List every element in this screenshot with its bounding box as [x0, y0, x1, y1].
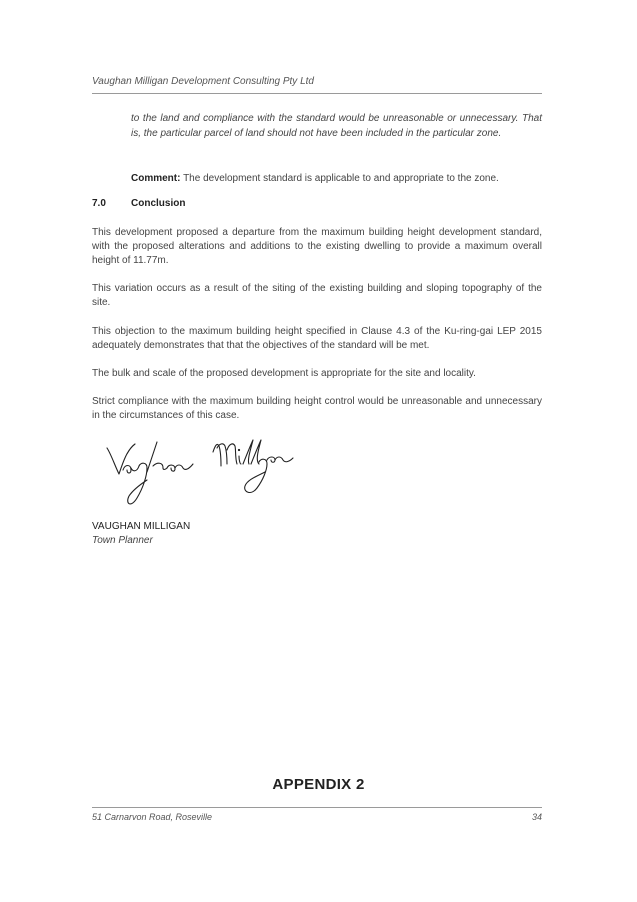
- section-number: 7.0: [92, 198, 106, 209]
- quoted-criterion: to the land and compliance with the standard would be unreasonable or unnecessary. That is, the particular parcel of land should not have been included in the particular zone.: [131, 113, 542, 139]
- comment-text: The development standard is applicable to and appropriate to the zone.: [183, 173, 499, 184]
- comment-label: Comment:: [131, 173, 181, 184]
- conclusion-paragraph: Strict compliance with the maximum building height control would be unreasonable and unnecessary in the circumstances of this case.: [92, 396, 542, 421]
- appendix-title: APPENDIX 2: [272, 776, 365, 793]
- section-heading: [92, 198, 185, 209]
- comment-line: [131, 172, 542, 186]
- footer-divider: [92, 807, 542, 808]
- signer-role: Town Planner: [92, 535, 153, 546]
- footer-address: 51 Carnarvon Road, Roseville: [92, 812, 213, 822]
- conclusion-paragraph: This objection to the maximum building height specified in Clause 4.3 of the Ku-ring-gai LEP 2015 adequately demonstrates that that the objectives of the standard will be met.: [92, 326, 542, 351]
- conclusion-paragraph: This variation occurs as a result of the siting of the existing building and sloping topography of the site.: [92, 283, 542, 308]
- running-header: Vaughan Milligan Development Consulting Pty Ltd: [92, 76, 314, 87]
- handwritten-signature: [105, 436, 305, 516]
- header-divider: [92, 93, 542, 94]
- signer-name: VAUGHAN MILLIGAN: [92, 521, 191, 532]
- conclusion-paragraph: The bulk and scale of the proposed development is appropriate for the site and locality.: [92, 368, 476, 379]
- section-title: Conclusion: [131, 198, 186, 209]
- conclusion-paragraph: This development proposed a departure from the maximum building height development standard, with the proposed alterations and additions to the existing dwelling to provide a maximum overall height of 11.77m.: [92, 227, 542, 266]
- page-number: 34: [531, 812, 542, 822]
